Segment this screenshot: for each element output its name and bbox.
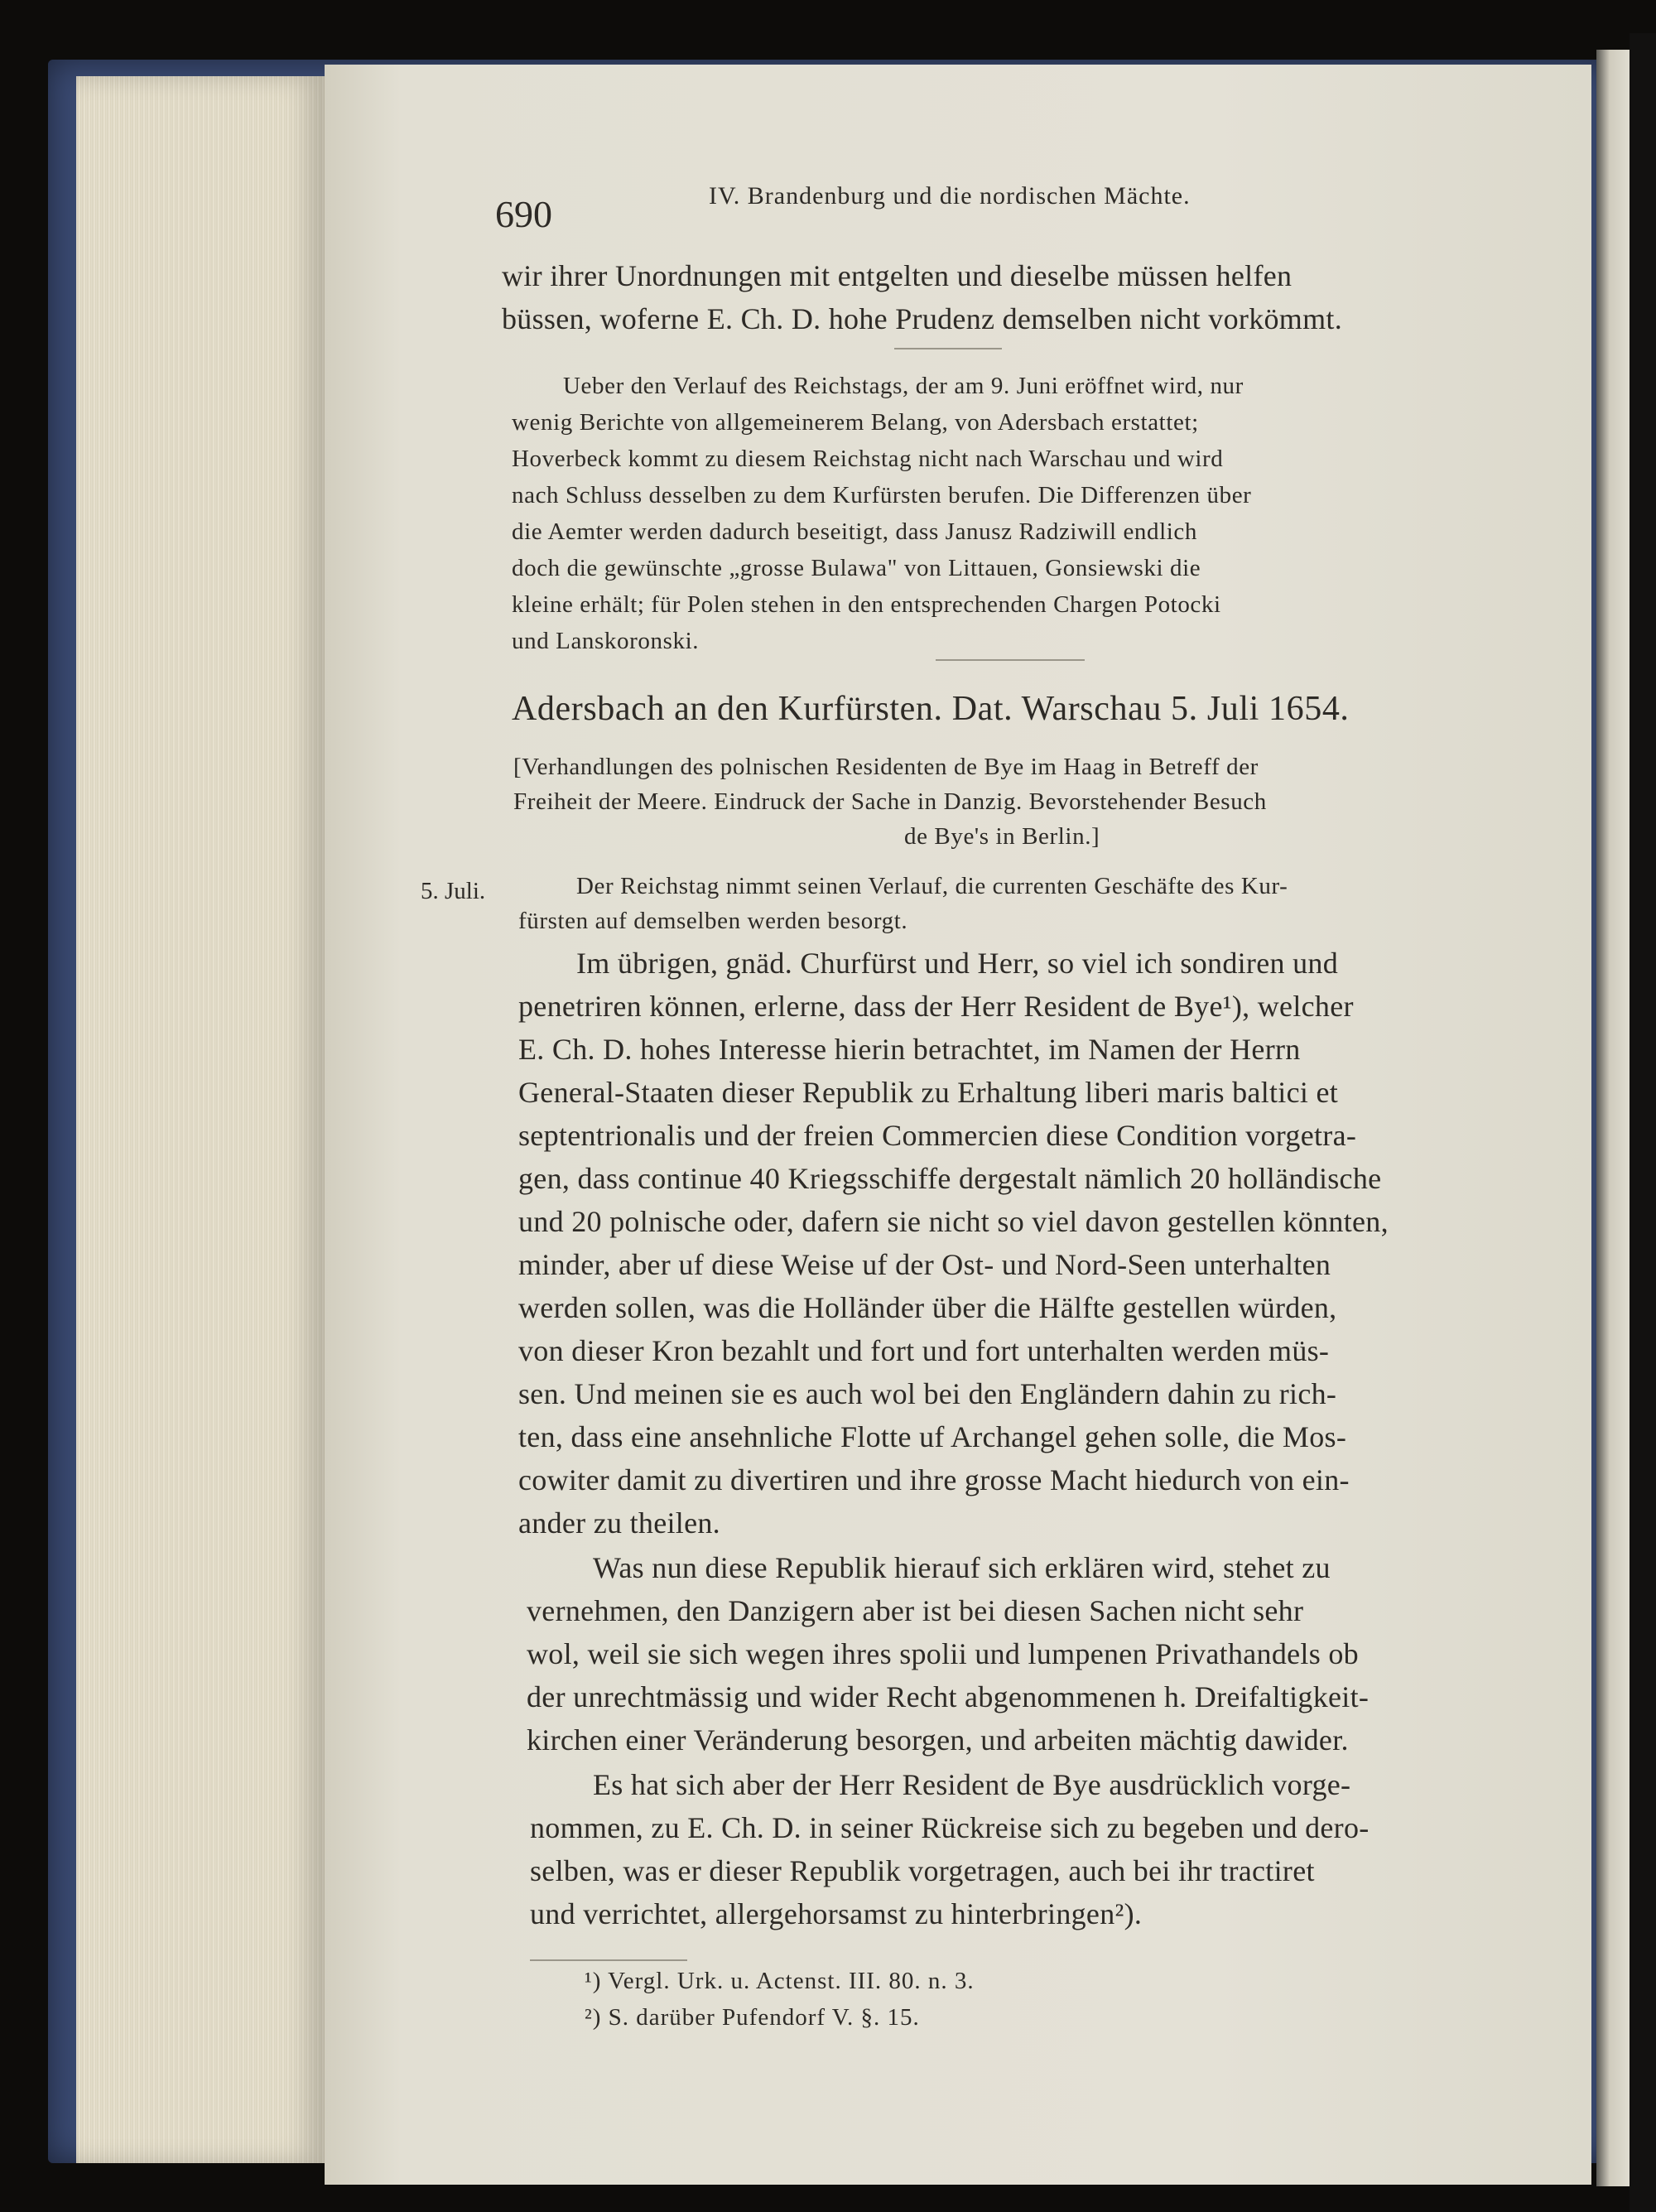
editor-note-line: kleine erhält; für Polen stehen in den entsprechenden Chargen Potocki	[512, 591, 1221, 618]
paragraph-line: und 20 polnische oder, dafern sie nicht so viel davon gestellen könnten,	[518, 1205, 1389, 1238]
paragraph-line: kirchen einer Veränderung besorgen, und arbeiten mächtig dawider.	[527, 1723, 1349, 1757]
page-block-edge	[76, 76, 325, 2163]
opening-line: Der Reichstag nimmt seinen Verlauf, die currenten Geschäfte des Kur-	[576, 873, 1288, 899]
paragraph-line: und verrichtet, allergehorsamst zu hinterbringen²).	[530, 1897, 1143, 1930]
footnote-rule	[530, 1959, 687, 1961]
page-number: 690	[495, 193, 552, 235]
document-title: Adersbach an den Kurfürsten. Dat. Warschau 5. Juli 1654.	[512, 690, 1350, 728]
paragraph-line: Es hat sich aber der Herr Resident de Bye ausdrücklich vorge-	[593, 1768, 1351, 1801]
document-summary-line: [Verhandlungen des polnischen Residenten de Bye im Haag in Betreff der	[513, 754, 1259, 780]
paragraph-line: ten, dass eine ansehnliche Flotte uf Archangel gehen solle, die Mos-	[518, 1420, 1347, 1453]
paragraph-line: cowiter damit zu divertiren und ihre grosse Macht hiedurch von ein-	[518, 1463, 1350, 1496]
margin-date: 5. Juli.	[421, 878, 486, 904]
editor-note-line: doch die gewünschte „grosse Bulawa" von Littauen, Gonsiewski die	[512, 555, 1201, 581]
background-shadow	[1630, 33, 1656, 2212]
paragraph-line: E. Ch. D. hohes Interesse hierin betrachtet, im Namen der Herrn	[518, 1033, 1301, 1066]
intro-line: wir ihrer Unordnungen mit entgelten und dieselbe müssen helfen	[502, 259, 1293, 292]
document-summary-line: de Bye's in Berlin.]	[904, 823, 1100, 850]
editor-note-line: wenig Berichte von allgemeinerem Belang, von Adersbach erstattet;	[512, 409, 1199, 436]
paragraph-line: minder, aber uf diese Weise uf der Ost- und Nord-Seen unterhalten	[518, 1248, 1331, 1281]
separator-rule	[936, 659, 1085, 661]
paragraph-line: Was nun diese Republik hierauf sich erklären wird, stehet zu	[593, 1551, 1331, 1584]
editor-note-line: und Lanskoronski.	[512, 628, 700, 654]
paragraph-line: ander zu theilen.	[518, 1506, 720, 1540]
paragraph-line: General-Staaten dieser Republik zu Erhaltung liberi maris baltici et	[518, 1076, 1339, 1109]
document-summary-line: Freiheit der Meere. Eindruck der Sache in Danzig. Bevorstehender Besuch	[513, 788, 1267, 815]
editor-note-line: Hoverbeck kommt zu diesem Reichstag nicht nach Warschau und wird	[512, 446, 1224, 472]
paragraph-line: gen, dass continue 40 Kriegsschiffe dergestalt nämlich 20 holländische	[518, 1162, 1382, 1195]
paragraph-line: nommen, zu E. Ch. D. in seiner Rückreise sich zu begeben und dero-	[530, 1811, 1370, 1844]
facing-page-edge	[1596, 50, 1630, 2186]
paragraph-line: von dieser Kron bezahlt und fort und fort unterhalten werden müs-	[518, 1334, 1330, 1367]
opening-line: fürsten auf demselben werden besorgt.	[518, 908, 908, 934]
editor-note-line: die Aemter werden dadurch beseitigt, dass Janusz Radziwill endlich	[512, 518, 1198, 545]
paragraph-line: werden sollen, was die Holländer über die Hälfte gestellen würden,	[518, 1291, 1337, 1324]
paragraph-line: sen. Und meinen sie es auch wol bei den Engländern dahin zu rich-	[518, 1377, 1337, 1410]
paragraph-line: der unrechtmässig und wider Recht abgenommenen h. Dreifaltigkeit-	[527, 1680, 1370, 1713]
editor-note-line: Ueber den Verlauf des Reichstags, der am 9. Juni eröffnet wird, nur	[563, 373, 1244, 399]
editor-note-line: nach Schluss desselben zu dem Kurfürsten berufen. Die Differenzen über	[512, 482, 1252, 508]
paragraph-line: vernehmen, den Danzigern aber ist bei diesen Sachen nicht sehr	[527, 1594, 1304, 1627]
separator-rule	[894, 348, 1002, 349]
paragraph-line: penetriren können, erlerne, dass der Herr Resident de Bye¹), welcher	[518, 990, 1354, 1023]
footnote: ²) S. darüber Pufendorf V. §. 15.	[585, 2004, 920, 2031]
paragraph-line: Im übrigen, gnäd. Churfürst und Herr, so viel ich sondiren und	[576, 947, 1338, 980]
paragraph-line: selben, was er dieser Republik vorgetragen, auch bei ihr tractiret	[530, 1854, 1315, 1887]
intro-line: büssen, woferne E. Ch. D. hohe Prudenz demselben nicht vorkömmt.	[502, 302, 1342, 335]
footnote: ¹) Vergl. Urk. u. Actenst. III. 80. n. 3.	[585, 1968, 975, 1994]
paragraph-line: wol, weil sie sich wegen ihres spolii und lumpenen Privathandels ob	[527, 1637, 1359, 1670]
paragraph-line: septentrionalis und der freien Commercien diese Condition vorgetra-	[518, 1119, 1357, 1152]
running-head: IV. Brandenburg und die nordischen Mächte.	[709, 182, 1191, 210]
